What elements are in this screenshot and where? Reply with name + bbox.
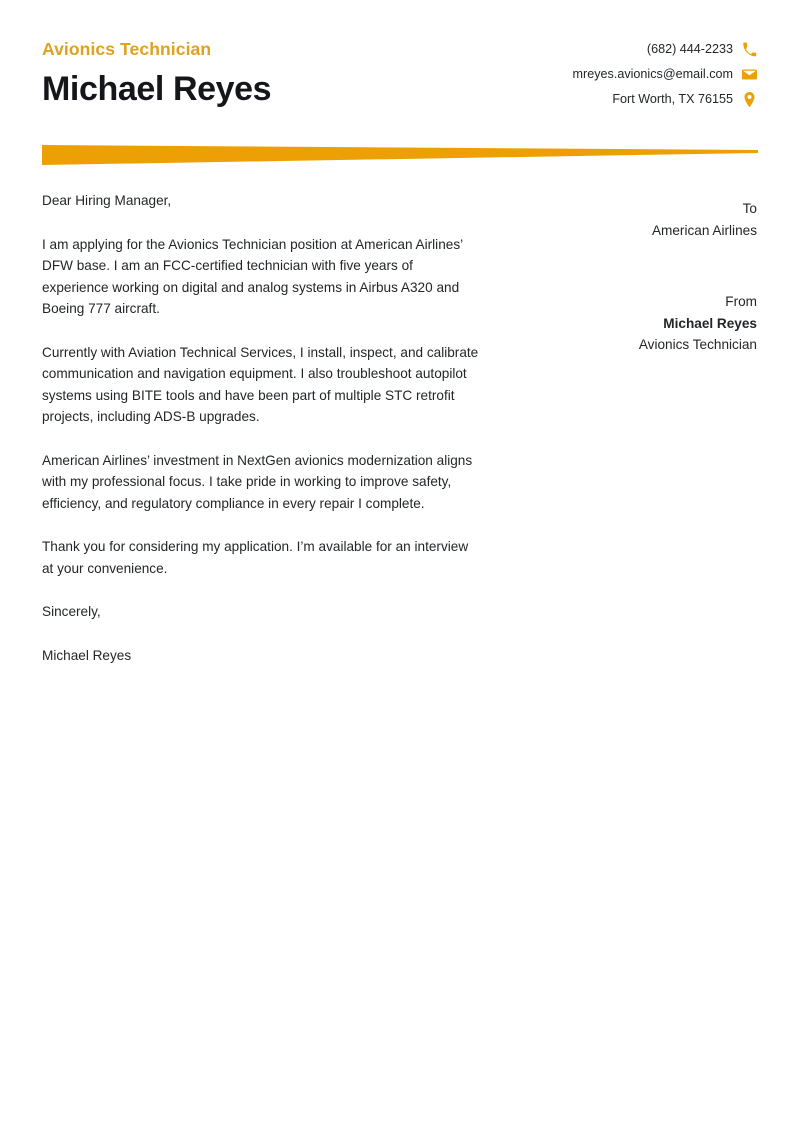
contact-item-email	[573, 66, 757, 83]
letter-salutation: Dear Hiring Manager,	[42, 193, 172, 208]
meta-from-label: From	[725, 294, 757, 309]
meta-from-title: Avionics Technician	[638, 337, 757, 352]
letter-paragraph-1: I am applying for the Avionics Technician position at American Airlines’ DFW base. I am an FCC-certified technician with five years of experience working on digital and analog systems in Airbus A320 and Boeing 777 aircraft.	[42, 236, 463, 316]
letter-meta-column	[527, 198, 757, 356]
letter-paragraph-3: American Airlines’ investment in NextGen avionics modernization aligns with my professional focus. I take pride in working to improve safety, efficiency, and regulatory compliance in every repair I complete.	[42, 452, 473, 511]
contact-email-value: mreyes.avionics@email.com	[572, 67, 733, 81]
phone-icon	[742, 42, 757, 57]
header-divider	[42, 144, 758, 166]
meta-to-value: American Airlines	[651, 222, 757, 238]
meta-block-to	[527, 198, 757, 241]
meta-block-from	[527, 291, 757, 356]
contact-list	[573, 41, 757, 108]
letter-signature: Michael Reyes	[42, 647, 132, 663]
contact-location-value: Fort Worth, TX 76155	[612, 92, 733, 106]
location-pin-icon	[742, 92, 757, 107]
letter-body	[42, 190, 482, 666]
contact-phone-value: (682) 444-2233	[646, 42, 733, 56]
letter-header	[0, 0, 800, 146]
letter-closing: Sincerely,	[42, 604, 101, 619]
letter-paragraph-2: Currently with Aviation Technical Services, I install, inspect, and calibrate communication and navigation equipment. I also troubleshoot autopilot systems using BITE tools and have been part of multiple STC retrofit projects, including ADS-B upgrades.	[42, 344, 479, 424]
meta-from-name: Michael Reyes	[663, 315, 757, 331]
letter-paragraph-4: Thank you for considering my application. I’m available for an interview at your convenience.	[42, 539, 469, 576]
meta-to-label: To	[742, 201, 757, 216]
contact-item-phone	[647, 41, 757, 58]
contact-item-location	[612, 91, 757, 108]
header-job-title: Avionics Technician	[42, 39, 212, 59]
header-identity	[42, 38, 271, 110]
header-person-name: Michael Reyes	[42, 70, 272, 108]
envelope-icon	[742, 67, 757, 82]
